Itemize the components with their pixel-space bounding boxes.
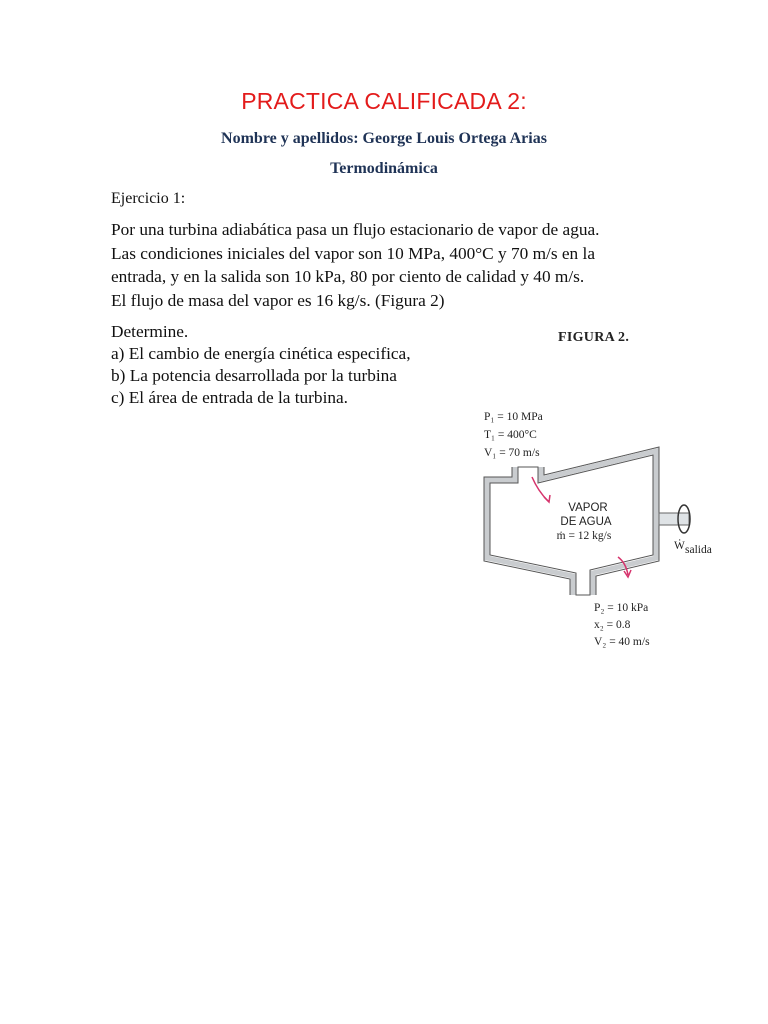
statement-line: El flujo de masa del vapor es 16 kg/s. (Figura 2) <box>111 290 445 310</box>
work-output-symbol: Ẇ <box>674 540 685 552</box>
question-intro: Determine. <box>111 322 189 341</box>
exercise-label: Ejercicio 1: <box>111 190 186 207</box>
page-title: PRACTICA CALIFICADA 2: <box>241 88 527 114</box>
inlet-velocity: V₁ = 70 m/s <box>484 447 540 459</box>
question-item: c) El área de entrada de la turbina. <box>111 388 349 407</box>
statement-line: Por una turbina adiabática pasa un flujo estacionario de vapor de agua. <box>111 220 600 239</box>
inlet-pressure: P₁ = 10 MPa <box>484 411 543 423</box>
question-item: b) La potencia desarrollada por la turbina <box>111 366 397 385</box>
outlet-pressure: P₂ = 10 kPa <box>594 602 649 614</box>
mass-flow-label: ṁ = 12 kg/s <box>556 530 612 542</box>
body-label-vapor: VAPOR <box>568 502 608 514</box>
question-item: a) El cambio de energía cinética especifica, <box>111 344 411 363</box>
exercise-statement <box>111 218 671 312</box>
body-label-agua: DE AGUA <box>560 516 612 528</box>
statement-line: Las condiciones iniciales del vapor son 10 MPa, 400°C y 70 m/s en la <box>111 243 595 263</box>
turbine-diagram <box>478 405 718 650</box>
statement-line: entrada, y en la salida son 10 kPa, 80 por ciento de calidad y 40 m/s. <box>111 267 585 286</box>
shaft <box>659 513 689 525</box>
inlet-temperature: T₁ = 400°C <box>484 429 537 441</box>
course-subject: Termodinámica <box>330 160 438 177</box>
outlet-quality: x₂ = 0.8 <box>594 619 631 631</box>
turbine-figure <box>478 405 718 650</box>
figure-title: FIGURA 2. <box>558 330 630 345</box>
work-output-subscript: salida <box>685 544 712 556</box>
outlet-velocity: V₂ = 40 m/s <box>594 636 650 648</box>
student-name: Nombre y apellidos: George Louis Ortega Arias <box>221 130 547 147</box>
question-list <box>111 321 411 409</box>
